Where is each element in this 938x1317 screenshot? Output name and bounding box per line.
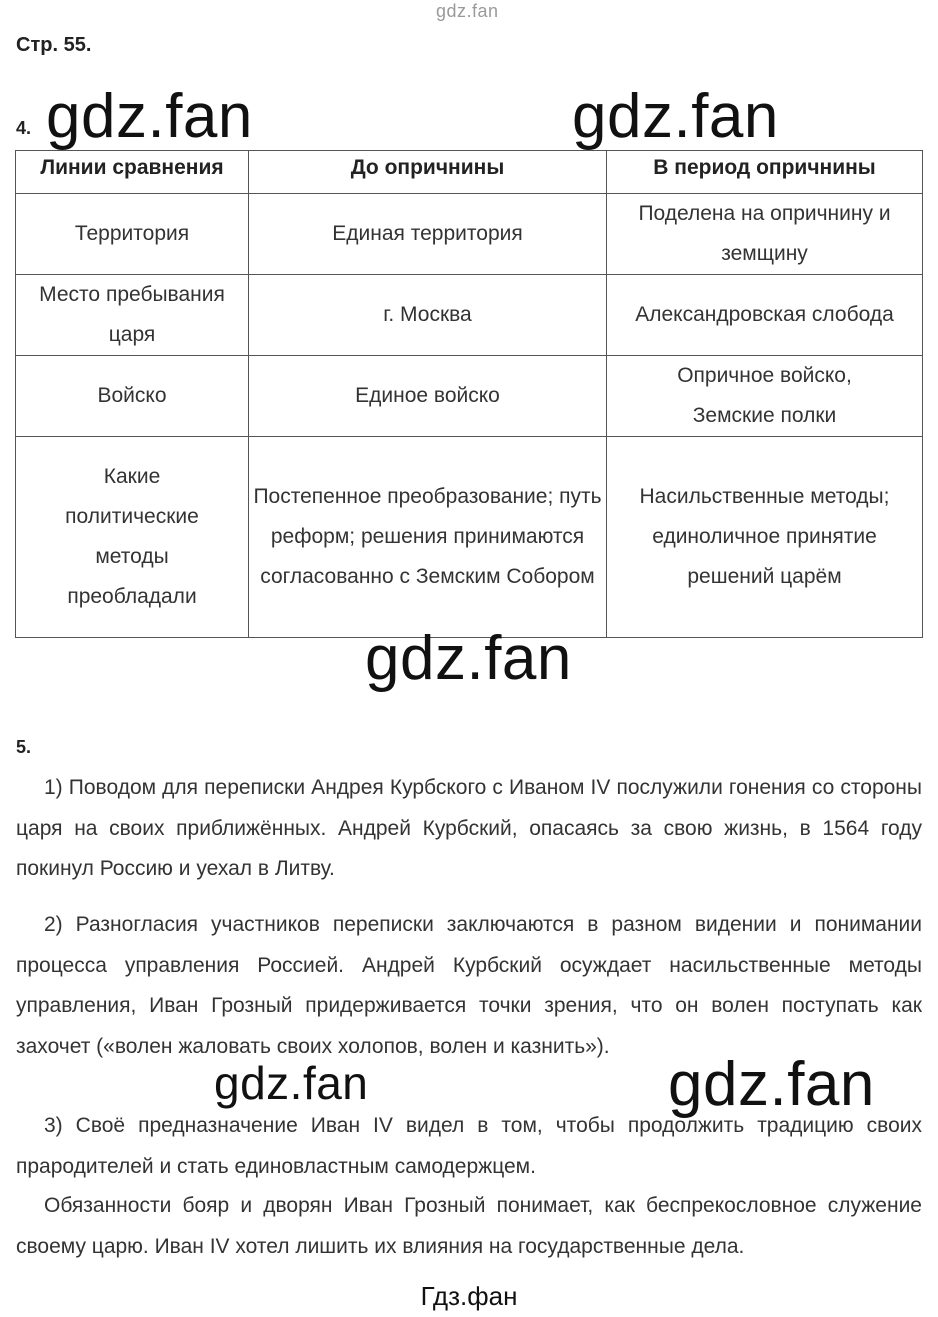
table-cell: г. Москва [249, 275, 607, 356]
comparison-table [15, 150, 923, 638]
table-cell: Насильственные методы; единоличное принятие решений царём [607, 437, 923, 638]
table-cell: Войско [16, 356, 249, 437]
table-row [16, 275, 923, 356]
answer-paragraph: 3) Своё предназначение Иван IV видел в том, чтобы продолжить традицию своих прародителей и стать единовластным самодержцем. [16, 1114, 922, 1178]
table-cell: Территория [16, 194, 249, 275]
table-cell: Александровская слобода [607, 275, 923, 356]
table-cell: Поделена на опричнину и земщину [607, 194, 923, 275]
watermark: gdz.fan [572, 82, 779, 151]
table-cell: Какие политические методы преобладали [16, 437, 249, 638]
top-watermark: gdz.fan [436, 1, 499, 21]
task-5-number: 5. [16, 737, 32, 757]
task-4-number: 4. [16, 118, 32, 138]
watermark: gdz.fan [214, 1057, 369, 1109]
answer-paragraph: 1) Поводом для переписки Андрея Курбского с Иваном IV послужили гонения со стороны царя на своих приближённых. Андрей Курбский, опасаясь за свою жизнь, в 1564 году покинул Россию и уехал в Литву. [16, 776, 922, 880]
column-header: До опричнины [249, 151, 607, 194]
footer-watermark: Гдз.фан [420, 1281, 518, 1311]
table-cell: Единое войско [249, 356, 607, 437]
watermark: gdz.fan [46, 82, 253, 151]
table-row [16, 356, 923, 437]
page-reference: Стр. 55. [16, 34, 92, 56]
table-cell: Опричное войско, Земские полки [607, 356, 923, 437]
table-cell: Постепенное преобразование; путь реформ; решения принимаются согласованно с Земским Собором [249, 437, 607, 638]
watermark: gdz.fan [365, 624, 572, 693]
table-row [16, 437, 923, 638]
table-cell: Место пребывания царя [16, 275, 249, 356]
table-cell: Единая территория [249, 194, 607, 275]
table-header-row [16, 151, 923, 194]
column-header: В период опричнины [607, 151, 923, 194]
answer-paragraph: Обязанности бояр и дворян Иван Грозный понимает, как беспрекословное служение своему царю. Иван IV хотел лишить их влияния на государственные дела. [16, 1194, 922, 1258]
answer-paragraph: 2) Разногласия участников переписки заключаются в разном видении и понимании процесса управления Россией. Андрей Курбский осуждает насильственные методы управления, Иван Грозный придерживается точки зрения, что он волен поступать как захочет («волен жаловать своих холопов, волен и казнить»). [16, 913, 922, 1058]
watermark: gdz.fan [668, 1050, 875, 1119]
column-header: Линии сравнения [16, 151, 249, 194]
table-row [16, 194, 923, 275]
